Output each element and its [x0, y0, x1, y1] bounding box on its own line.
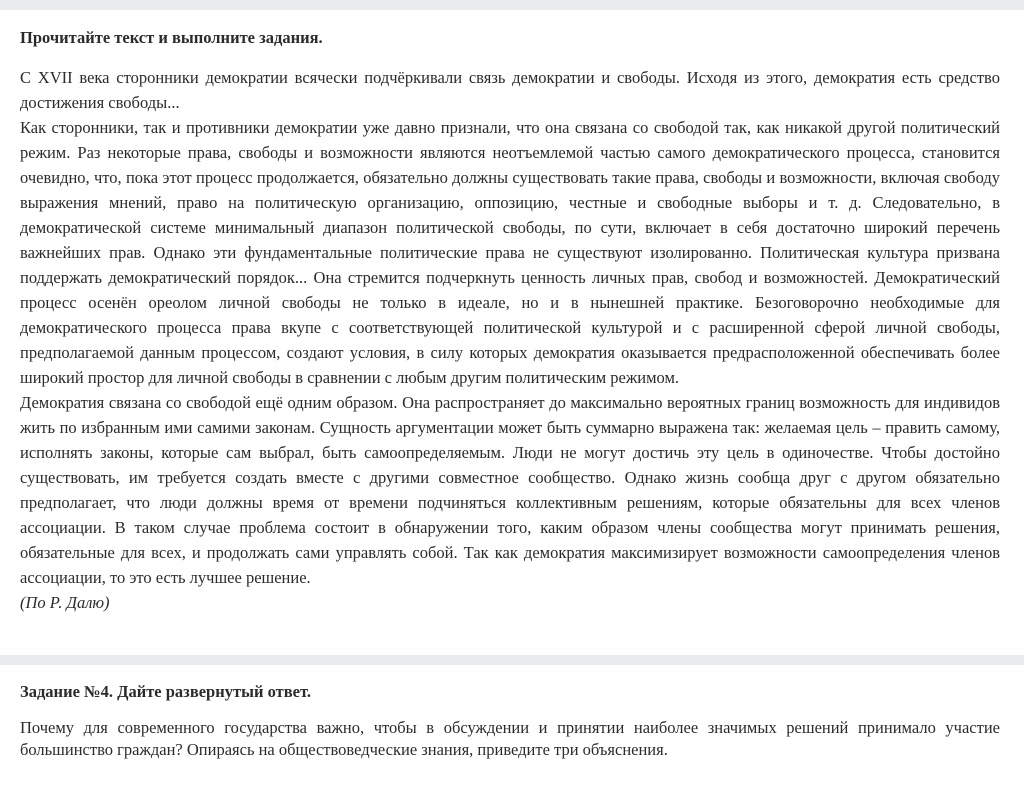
task-title: Задание №4. Дайте развернутый ответ. — [20, 682, 311, 701]
reading-instruction: Прочитайте текст и выполните задания. — [20, 28, 323, 47]
reading-paragraph-1: С XVII века сторонники демократии всячески подчёркивали связь демократии и свободы. Исходя из этого, демократия есть средство достижения свободы... — [20, 68, 1000, 112]
reading-paragraph-2: Как сторонники, так и противники демократии уже давно признали, что она связана со свободой так, как никакой другой политический режим. Раз некоторые права, свободы и возможности являются неотъемлемой частью самого демократического процесса, становится очевидно, что, пока этот процесс продолжается, обязательно должны существовать такие права, свободы и возможности, включая свободу выражения мнений, право на политическую организацию, оппозицию, честные и свободные выборы и т. д. Следовательно, в демократической системе минимальный диапазон политической свободы, по сути, включает в себя достаточно широкий перечень важнейших прав. Однако эти фундаментальные политические права не существуют изолированно. Политическая культура призвана поддержать демократический порядок... Она стремится подчеркнуть ценность личных прав, свобод и возможностей. Демократический процесс осенён ореолом личной свободы не только в идеале, но и в нынешней практике. Безоговорочно необходимые для демократического процесса права вкупе с соответствующей политической культурой и с расширенной сферой личной свободы, предполагаемой данным процессом, создают условия, в силу которых демократия оказывается предрасположенной обеспечивать более широкий простор для личной свободы в сравнении с любым другим политическим режимом. — [20, 118, 1000, 387]
reading-card — [0, 10, 1024, 655]
source-attribution: (По Р. Далю) — [20, 593, 110, 612]
task-card — [0, 665, 1024, 795]
reading-text — [20, 65, 1000, 590]
reading-paragraph-3: Демократия связана со свободой ещё одним образом. Она распространяет до максимально вероятных границ возможность для индивидов жить по избранным ими самими законам. Сущность аргументации может быть суммарно выражена так: желаемая цель – править самому, исполнять законы, которые сам выбрал, быть самоопределяемым. Люди не могут достичь эту цель в одиночестве. Чтобы достойно существовать, им требуется создать вместе с другими совместное сообщество. Однако жизнь сообща друг с другом обязательно предполагает, что люди должны время от времени подчиняться коллективным решениям, которые обязательны для всех членов ассоциации. В таком случае проблема состоит в обнаружении того, каким образом члены сообщества могут принимать решения, обязательные для всех, и продолжать сами управлять собой. Так как демократия максимизирует возможности самоопределения членов ассоциации, то это есть лучшее решение. — [20, 393, 1000, 587]
task-question: Почему для современного государства важно, чтобы в обсуждении и принятии наиболее значимых решений принимало участие большинство граждан? Опираясь на обществоведческие знания, приведите три объяснения. — [20, 718, 1000, 759]
